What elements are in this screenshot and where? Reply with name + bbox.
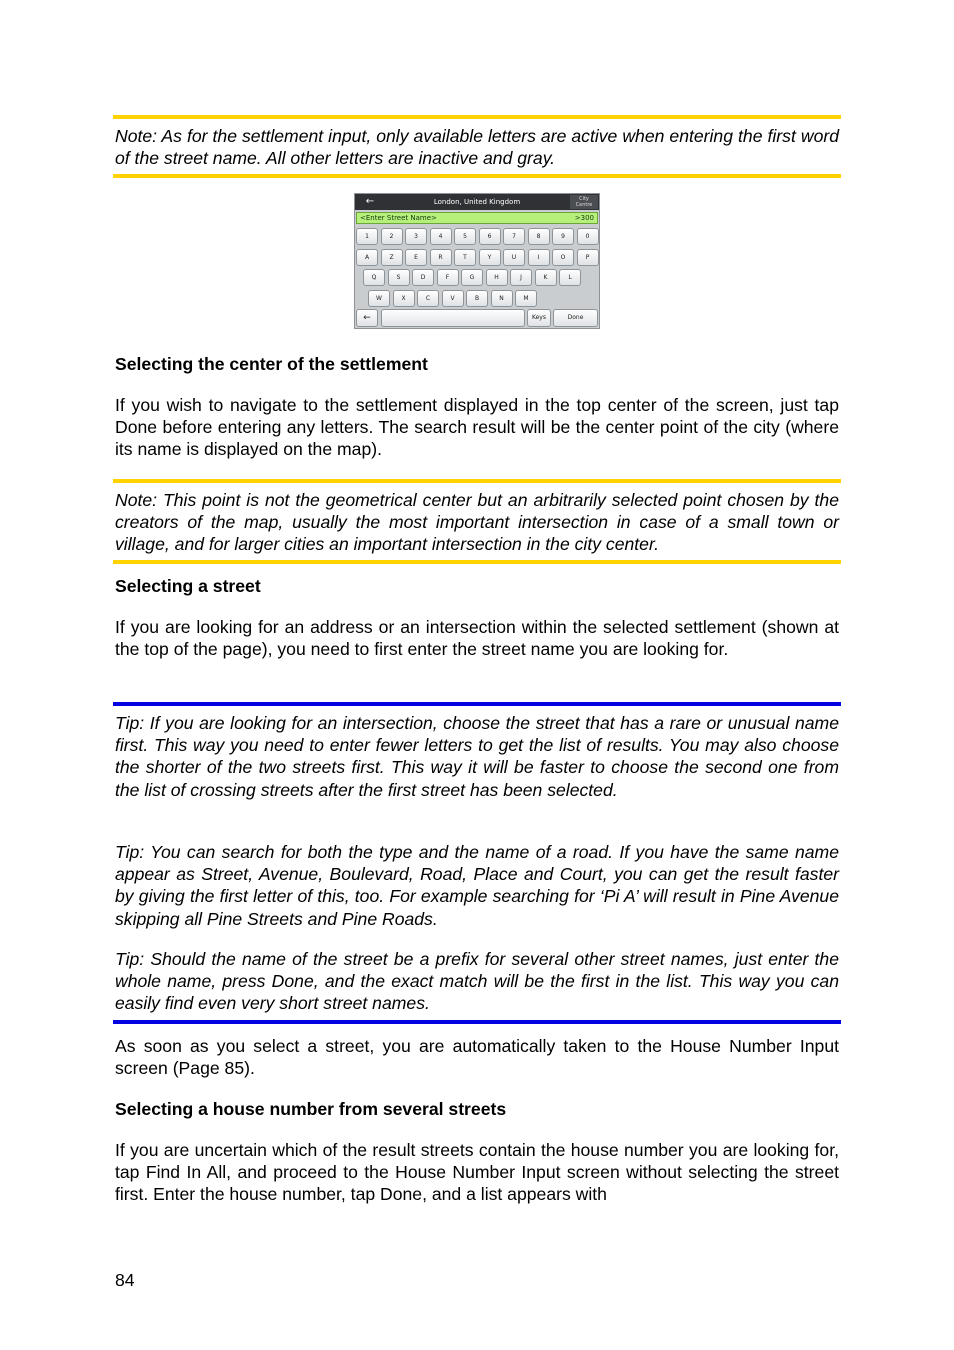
street-name-input[interactable] (356, 212, 598, 224)
key[interactable]: S (388, 269, 410, 286)
note-bottom-rule (113, 560, 841, 564)
heading-settlement-center: Selecting the center of the settlement (115, 354, 428, 374)
key[interactable]: 5 (454, 228, 476, 245)
heading-house-number: Selecting a house number from several streets (115, 1099, 507, 1119)
keys-button[interactable]: Keys (527, 309, 551, 327)
key[interactable]: 2 (381, 228, 403, 245)
key[interactable]: Z (381, 249, 403, 266)
keyboard-row-numbers (355, 228, 599, 246)
key[interactable]: Y (479, 249, 501, 266)
key[interactable]: M (515, 290, 537, 307)
key[interactable]: C (417, 290, 439, 307)
city-centre-button[interactable]: City Centre (570, 195, 598, 209)
key[interactable]: F (437, 269, 459, 286)
screen-top-bar (355, 194, 599, 210)
page-number: 84 (115, 1270, 135, 1290)
key[interactable]: D (412, 269, 434, 286)
key[interactable]: 6 (479, 228, 501, 245)
key[interactable]: 1 (356, 228, 378, 245)
note-bottom-rule (113, 174, 841, 178)
done-button[interactable]: Done (553, 309, 598, 327)
keyboard-row-letters-2 (355, 269, 599, 287)
result-count: >300 (574, 214, 594, 222)
key[interactable]: N (491, 290, 513, 307)
backspace-key[interactable]: ← (356, 309, 378, 327)
keyboard-row-letters-1 (355, 249, 599, 267)
key[interactable]: Q (363, 269, 385, 286)
note-geometrical-center: Note: This point is not the geometrical center but an arbitrarily selected point chosen by the creators of the map, usually the most important intersection in case of a small town or village, and for larger cities an important intersection in the city center. (115, 490, 839, 555)
heading-selecting-street: Selecting a street (115, 576, 261, 596)
back-arrow-icon[interactable]: ← (365, 196, 375, 207)
tip-top-rule (113, 702, 841, 706)
key[interactable]: T (454, 249, 476, 266)
paragraph-selecting-street: If you are looking for an address or an intersection within the selected settlement (shown at the top of the page), you need to first enter the street name you are looking for. (115, 617, 839, 660)
tip-prefix: Tip: Should the name of the street be a prefix for several other street names, just enter the whole name, press Done, and the exact match will be the first in the list. This way you can easily find even very short street names. (115, 949, 839, 1014)
note-top-rule (113, 115, 841, 119)
key[interactable]: W (368, 290, 390, 307)
keyboard-row-letters-3 (355, 290, 599, 308)
key[interactable]: 7 (503, 228, 525, 245)
key[interactable]: P (577, 249, 599, 266)
street-name-placeholder: <Enter Street Name> (360, 214, 437, 222)
space-key[interactable] (381, 309, 525, 327)
key[interactable]: 3 (405, 228, 427, 245)
paragraph-settlement-center: If you wish to navigate to the settlement displayed in the top center of the screen, just tap Done before entering any letters. The search result will be the center point of the city (where its name is displayed on the map). (115, 395, 839, 460)
key[interactable]: A (356, 249, 378, 266)
key[interactable]: 9 (552, 228, 574, 245)
key[interactable]: 4 (430, 228, 452, 245)
paragraph-house-number: If you are uncertain which of the result streets contain the house number you are looking for, tap Find In All, and proceed to the House Number Input screen without selecting the street first. Enter the house number, tap Done, and a list appears with (115, 1140, 839, 1205)
key[interactable]: G (461, 269, 483, 286)
key[interactable]: 8 (528, 228, 550, 245)
key[interactable]: V (442, 290, 464, 307)
tip-intersection: Tip: If you are looking for an intersection, choose the street that has a rare or unusual name first. This way you need to enter fewer letters to get the list of results. You may also choose the shorter of the two streets first. This way it will be faster to choose the second one from the list of crossing streets after the first street has been selected. (115, 713, 839, 800)
key[interactable]: L (559, 269, 581, 286)
key[interactable]: R (430, 249, 452, 266)
key[interactable]: I (528, 249, 550, 266)
keyboard-bottom-row (355, 309, 599, 328)
tip-bottom-rule (113, 1020, 841, 1024)
key[interactable]: K (535, 269, 557, 286)
key[interactable]: B (466, 290, 488, 307)
note-top-rule (113, 479, 841, 483)
street-input-screenshot (354, 193, 600, 329)
key[interactable]: 0 (577, 228, 599, 245)
key[interactable]: O (552, 249, 574, 266)
key[interactable]: J (510, 269, 532, 286)
settlement-title: London, United Kingdom (433, 198, 521, 206)
tip-road-type: Tip: You can search for both the type and the name of a road. If you have the same name appear as Street, Avenue, Boulevard, Road, Place and Court, you can get the result faster by giving the first letter of this, too. For example searching for ‘Pi A’ will result in Pine Avenue skipping all Pine Streets and Pine Roads. (115, 842, 839, 929)
key[interactable]: X (393, 290, 415, 307)
key[interactable]: U (503, 249, 525, 266)
key[interactable]: H (486, 269, 508, 286)
note-settlement-input: Note: As for the settlement input, only available letters are active when entering the first word of the street name. All other letters are inactive and gray. (115, 126, 839, 169)
paragraph-house-number-screen: As soon as you select a street, you are automatically taken to the House Number Input screen (Page 85). (115, 1036, 839, 1079)
key[interactable]: E (405, 249, 427, 266)
